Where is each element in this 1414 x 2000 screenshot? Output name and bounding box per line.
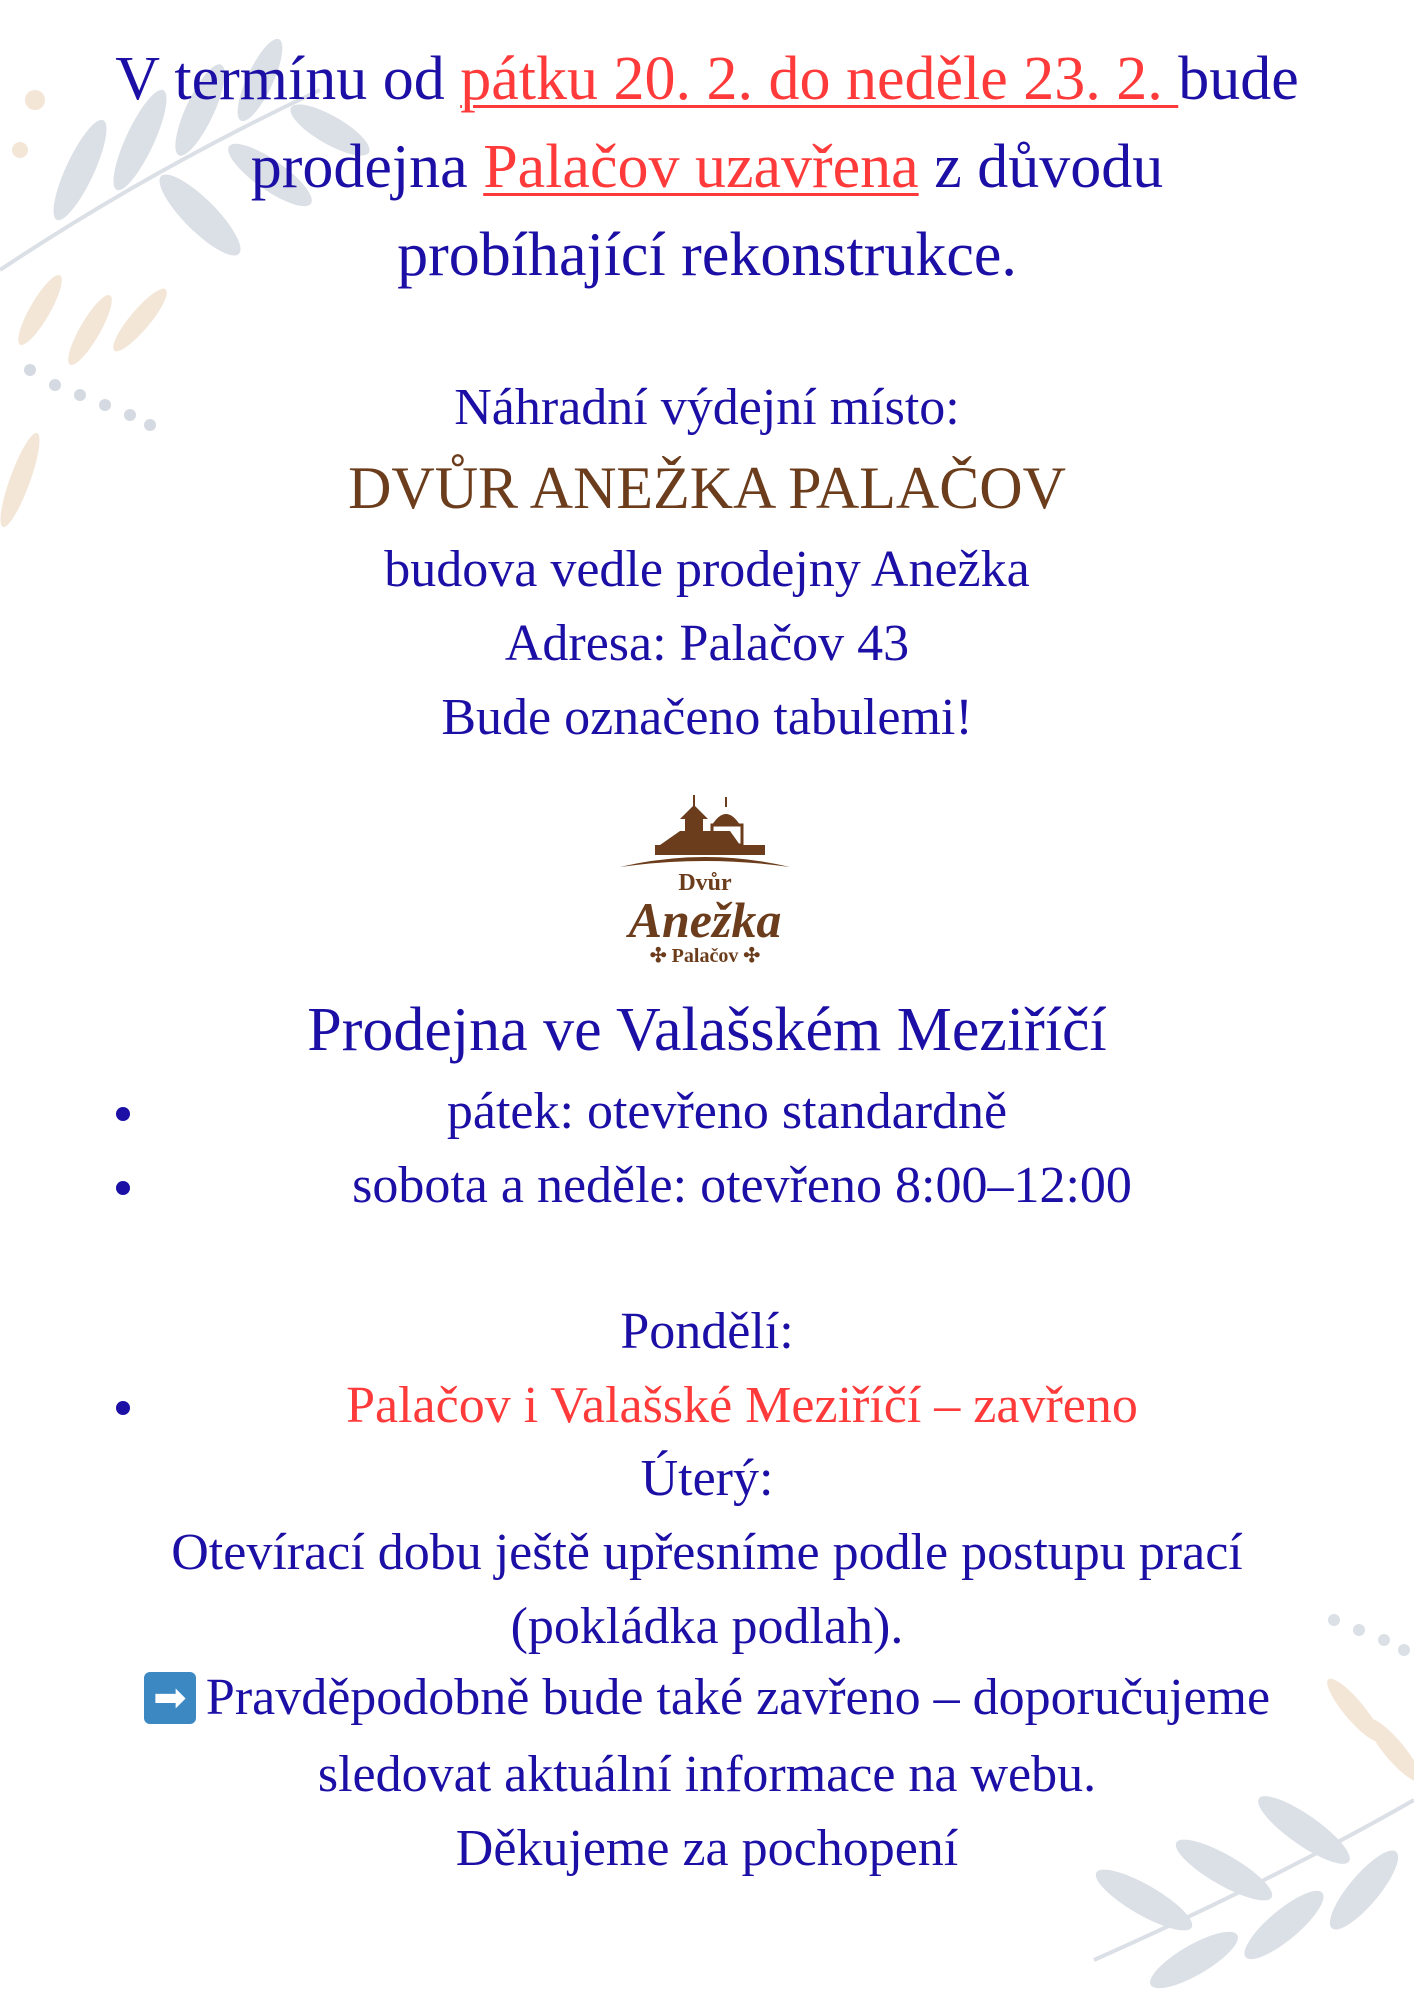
tuesday-line-4: sledovat aktuální informace na webu.	[317, 1746, 1097, 1803]
alternate-address: Adresa: Palačov 43	[504, 615, 910, 672]
thanks-text: Děkujeme za pochopení	[455, 1820, 959, 1877]
logo-main: Anežka	[628, 892, 782, 948]
tuesday-line-3-text: Pravděpodobně bude také zavřeno – doporučujeme	[205, 1668, 1271, 1726]
tuesday-line-3	[0, 1668, 1414, 1728]
headline-text: bude	[1178, 45, 1299, 113]
arrow-right-icon: ➡	[144, 1672, 196, 1724]
headline-line-1	[0, 45, 1414, 113]
logo-top: Dvůr	[678, 870, 732, 896]
alternate-signage: Bude označeno tabulemi!	[441, 689, 973, 746]
monday-label: Pondělí:	[620, 1303, 794, 1360]
alternate-label: Náhradní výdejní místo:	[454, 379, 960, 436]
headline-text: prodejna	[250, 133, 484, 201]
headline-text: z důvodu	[918, 133, 1164, 201]
closure-dates: pátku 20. 2. do neděle 23. 2.	[460, 45, 1179, 113]
tuesday-line-2: (pokládka podlah).	[510, 1598, 904, 1655]
tuesday-label: Úterý:	[640, 1450, 774, 1507]
valmez-title: Prodejna ve Valašském Meziříčí	[307, 996, 1107, 1064]
closed-store: Palačov uzavřena	[483, 133, 919, 201]
headline-text: V termínu od	[115, 45, 461, 113]
valmez-item: sobota a neděle: otevřeno 8:00–12:00	[352, 1157, 1132, 1214]
alternate-name: DVŮR ANEŽKA PALAČOV	[348, 455, 1066, 521]
headline-line-2	[0, 133, 1414, 201]
headline-line-3: probíhající rekonstrukce.	[397, 221, 1017, 289]
church-icon	[600, 795, 810, 870]
monday-item: Palačov i Valašské Meziříčí – zavřeno	[346, 1377, 1138, 1434]
logo-bottom: ✣ Palačov ✣	[649, 945, 761, 967]
valmez-item: pátek: otevřeno standardně	[446, 1083, 1008, 1140]
alternate-building: budova vedle prodejny Anežka	[384, 541, 1030, 598]
dvur-anezka-logo	[600, 795, 810, 975]
tuesday-line-1: Otevírací dobu ještě upřesníme podle postupu prací	[171, 1524, 1243, 1581]
logo-bottom-text: Palačov	[671, 945, 739, 967]
